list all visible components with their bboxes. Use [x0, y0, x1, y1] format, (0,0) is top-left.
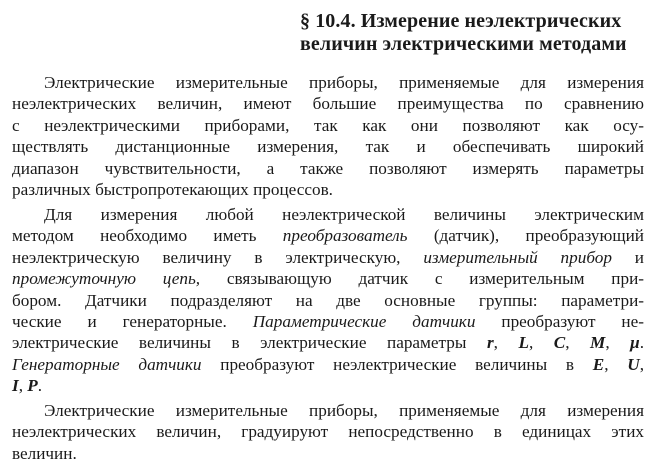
symbol-C: C [553, 333, 566, 353]
separator: , [605, 333, 631, 353]
separator: , [565, 333, 591, 353]
symbol-E: E [592, 354, 605, 374]
term-measuring-instrument: измерительный прибор [423, 247, 612, 267]
paragraph-3-line: Электрические измерительные приборы, применяемые для измерения [44, 401, 644, 420]
separator: , [18, 376, 28, 396]
text-run: бором. Датчики подразделяют на две основные группы: параметри- [12, 290, 644, 310]
text-run: связывающую датчик с измерительным при- [200, 269, 644, 289]
paragraph-2-line [12, 290, 644, 311]
symbol-U: U [627, 354, 640, 374]
paragraph-3-line: неэлектрических величин, градуируют непосредственно в единицах этих [12, 422, 644, 442]
term-intermediate-circuit: промежуточную цепь, [12, 269, 201, 289]
paragraph-2-line [12, 332, 644, 353]
paragraph-3-line: величин. [12, 443, 77, 463]
text-run: электрические величины в электрические параметры [12, 333, 487, 353]
paragraph-2-line [12, 311, 644, 332]
symbol-I: I [12, 376, 19, 396]
symbol-P: P [27, 376, 38, 396]
paragraph-1-line: ществлять дистанционные измерения, так и обеспечивать широкий [12, 137, 644, 157]
section-heading-line-1: § 10.4. Измерение неэлектрических [300, 10, 622, 32]
paragraph-2-line [12, 268, 644, 289]
paragraph-1-line: Электрические измерительные приборы, применяемые для измерения [44, 73, 644, 92]
paragraph-2-line [12, 354, 644, 375]
text-run: преобразуют не- [475, 312, 644, 332]
separator: , [528, 333, 554, 353]
text-run: (датчик), преобразующий [407, 226, 644, 246]
paragraph-2 [12, 204, 644, 397]
section-heading-line-2: величин электрическими методами [300, 33, 627, 55]
symbol-L: L [518, 333, 529, 353]
term-parametric-sensors: Параметрические датчики [252, 312, 476, 332]
paragraph-3 [12, 400, 644, 464]
symbol-mu: μ [630, 333, 640, 353]
text-run: неэлектрическую величину в электрическую, [12, 247, 424, 267]
separator: , [493, 333, 519, 353]
separator: . [37, 376, 43, 396]
separator: , [604, 354, 628, 374]
text-run: и [611, 247, 645, 267]
separator: , [639, 354, 644, 374]
paragraph-2-line [12, 247, 644, 268]
paragraph-1-line: диапазон чувствительности, а также позволяют измерять параметры [12, 158, 644, 178]
paragraph-1-line: различных быстропротекающих процессов. [12, 180, 333, 200]
separator: . [639, 333, 645, 353]
text-run: ческие и генераторные. [12, 312, 253, 332]
paragraph-1-line: с неэлектрическими приборами, так как они позволяют как осу- [12, 115, 644, 135]
paragraph-2-line [12, 375, 644, 396]
symbol-M: M [590, 333, 606, 353]
text-run: методом необходимо иметь [12, 226, 283, 246]
paragraph-1 [12, 72, 644, 200]
symbol-r: r [486, 333, 494, 353]
text-run: преобразуют неэлектрические величины в [201, 354, 593, 374]
text-run: Для измерения любой неэлектрической величины электрическим [44, 205, 644, 224]
term-generator-sensors: Генераторные датчики [12, 354, 202, 374]
paragraph-2-line [12, 204, 644, 225]
term-converter: преобразователь [282, 226, 408, 246]
paragraph-1-line: неэлектрических величин, имеют большие преимущества по сравнению [12, 94, 644, 114]
paragraph-2-line [12, 225, 644, 246]
section-heading [300, 10, 640, 56]
